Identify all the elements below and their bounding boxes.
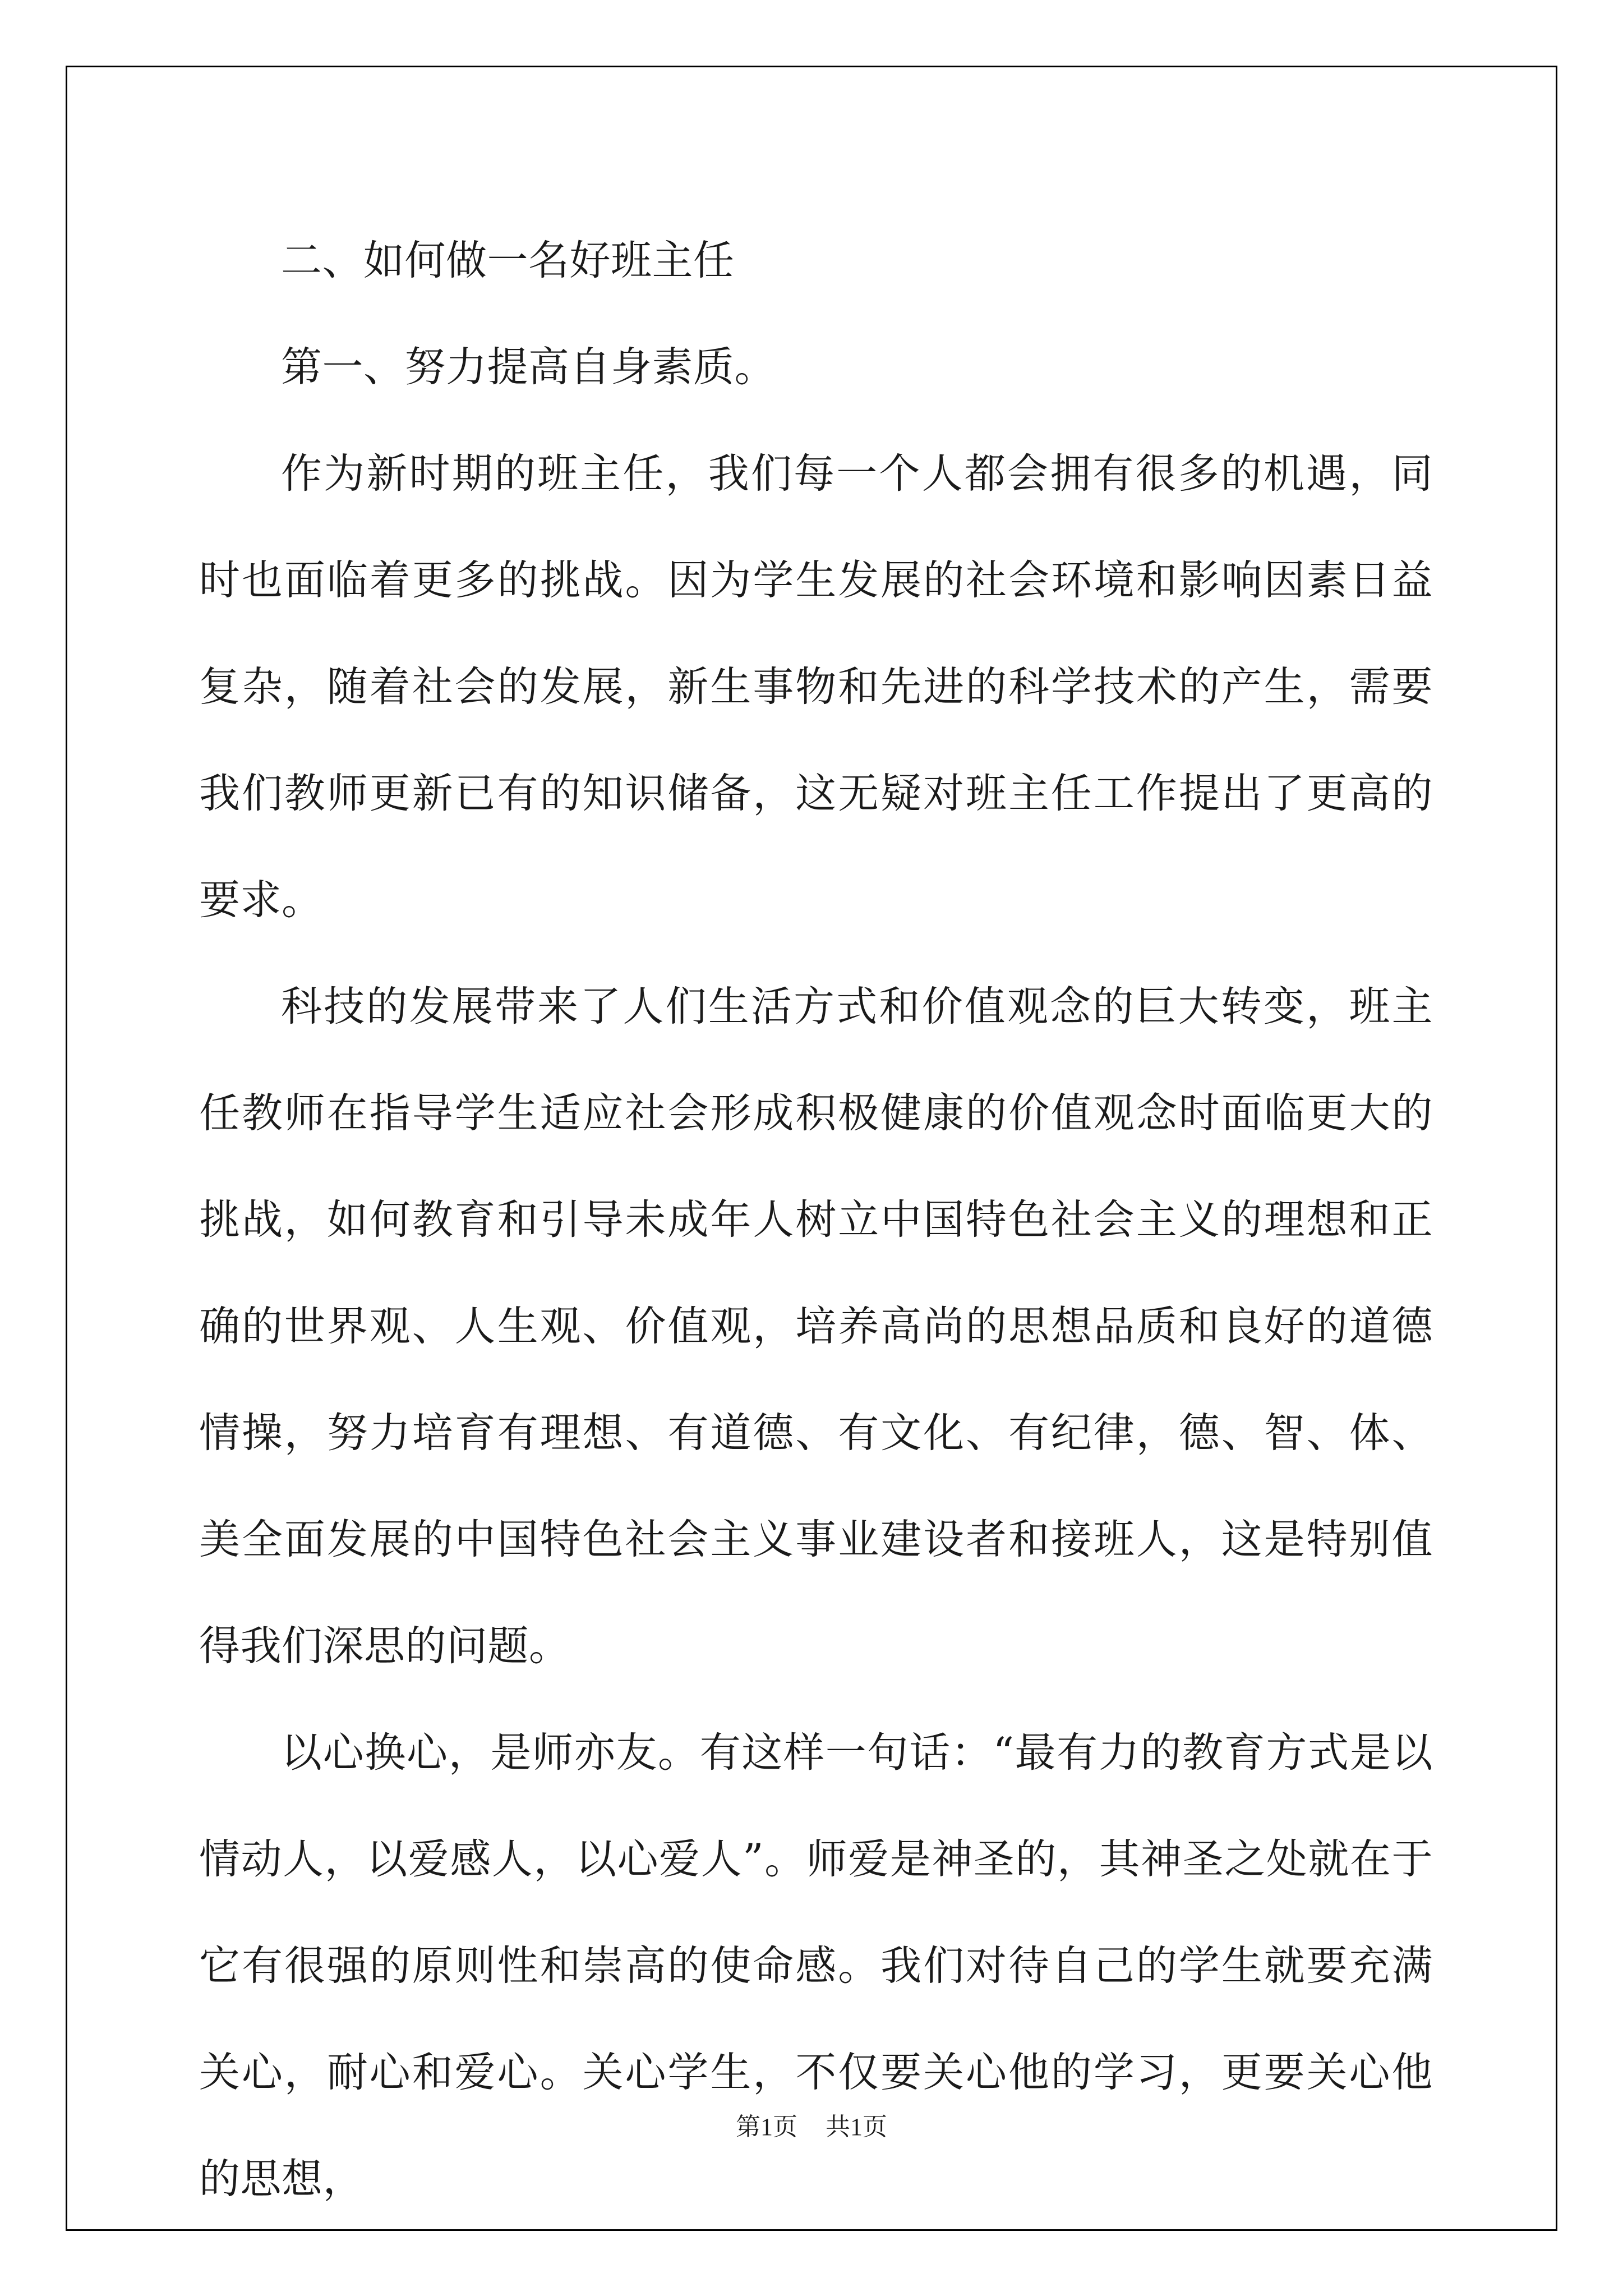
page-number-current: 第1页 bbox=[736, 2113, 797, 2141]
paragraph: 作为新时期的班主任，我们每一个人都会拥有很多的机遇，同时也面临着更多的挑战。因为学生发展的社会环境和影响因素日益复杂，随着社会的发展，新生事物和先进的科学技术的产生，需要我们教师更新已有的知识储备，这无疑对班主任工作提出了更高的要求。 bbox=[199, 450, 1433, 924]
page-footer bbox=[0, 2106, 1623, 2142]
paragraph-heading: 二、如何做一名好班主任 bbox=[281, 237, 735, 284]
paragraph-subheading: 第一、努力提高自身素质。 bbox=[281, 343, 776, 391]
page-number-total: 共1页 bbox=[826, 2113, 887, 2141]
document-body bbox=[199, 208, 1433, 2233]
paragraph: 科技的发展带来了人们生活方式和价值观念的巨大转变，班主任教师在指导学生适应社会形成积极健康的价值观念时面临更大的挑战，如何教育和引导未成年人树立中国特色社会主义的理想和正确的世界观、人生观、价值观，培养高尚的思想品质和良好的道德情操，努力培育有理想、有道德、有文化、有纪律，德、智、体、美全面发展的中国特色社会主义事业建设者和接班人，这是特别值得我们深思的问题。 bbox=[199, 983, 1433, 1670]
paragraph: 以心换心，是师亦友。有这样一句话：“最有力的教育方式是以情动人，以爱感人，以心爱人”。师爱是神圣的，其神圣之处就在于它有很强的原则性和崇高的使命感。我们对待自己的学生就要充满关心，耐心和爱心。关心学生，不仅要关心他的学习，更要关心他的思想， bbox=[199, 1729, 1433, 2203]
